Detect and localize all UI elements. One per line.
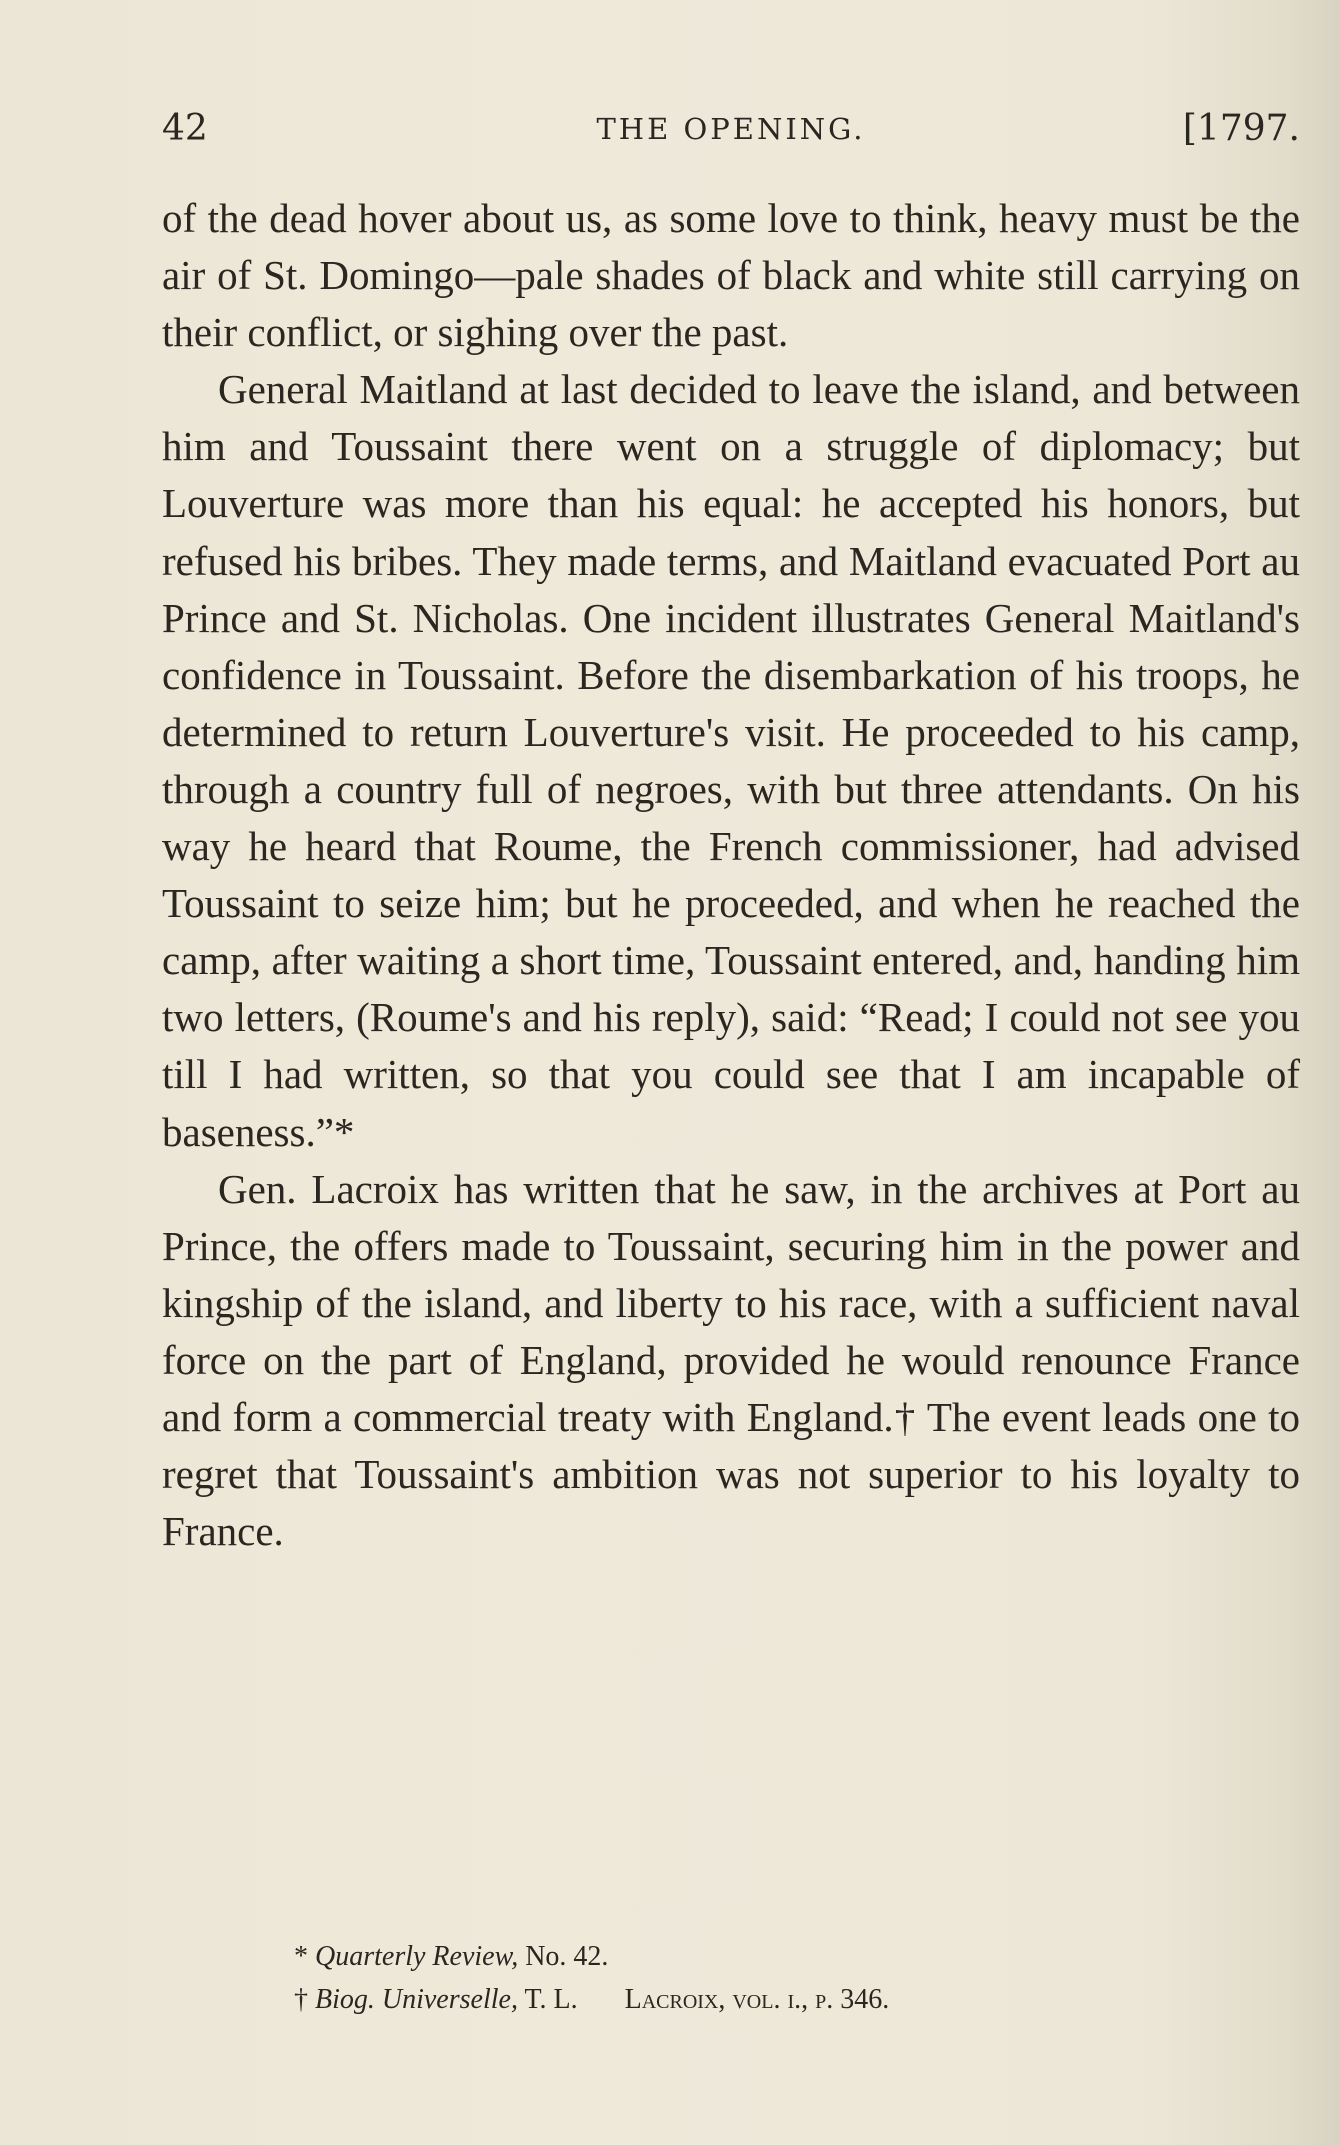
header-year: [1797. [1182, 108, 1300, 149]
footnote-detail: T. L. [524, 1984, 578, 2015]
paragraph-continued: of the dead hover about us, as some love to think, heavy must be the air of St. Domingo—pale shades of black and white still carrying on their conflict, or sighing over the past. [162, 195, 1300, 356]
page-number: 42 [162, 108, 208, 149]
footnote [294, 1978, 1194, 2021]
footnote-mark: † [294, 1984, 308, 2015]
footnote-source: Biog. Universelle, [315, 1984, 518, 2015]
body-text [162, 190, 1300, 1560]
page-header [162, 108, 1300, 158]
paragraph-lacroix: Gen. Lacroix has written that he saw, in the archives at Port au Prince, the offers made to Toussaint, securing him in the power and kingship of the island, and liberty to his race, with a sufficient naval force on the part of England, provided he would renounce France and form a commercial treaty with England.† The event leads one to regret that Toussaint's ambition was not superior to his loyalty to France. [162, 1165, 1300, 1555]
running-head: THE OPENING. [596, 112, 866, 146]
footnote-author: Lacroix, vol. i., p. 346. [624, 1984, 890, 2015]
footnote-detail: No. 42. [525, 1941, 609, 1972]
footnotes [294, 1935, 1194, 2021]
footnote-mark: * [294, 1941, 308, 1972]
footnote [294, 1935, 1194, 1978]
paragraph-maitland: General Maitland at last decided to leave the island, and between him and Toussaint there went on a struggle of diplomacy; but Louverture was more than his equal: he accepted his honors, but refused his bribes. They made terms, and Maitland evacuated Port au Prince and St. Nicholas. One incident illustrates General Maitland's confidence in Toussaint. Before the disembarkation of his troops, he determined to return Louverture's visit. He proceeded to his camp, through a country full of negroes, with but three attendants. On his way he heard that Roume, the French commissioner, had advised Toussaint to seize him; but he proceeded, and when he reached the camp, after waiting a short time, Toussaint entered, and, handing him two letters, (Roume's and his reply), said: “Read; I could not see you till I had written, so that you could see that I am incapable of baseness.”* [162, 366, 1300, 1155]
footnote-source: Quarterly Review, [315, 1941, 519, 1972]
